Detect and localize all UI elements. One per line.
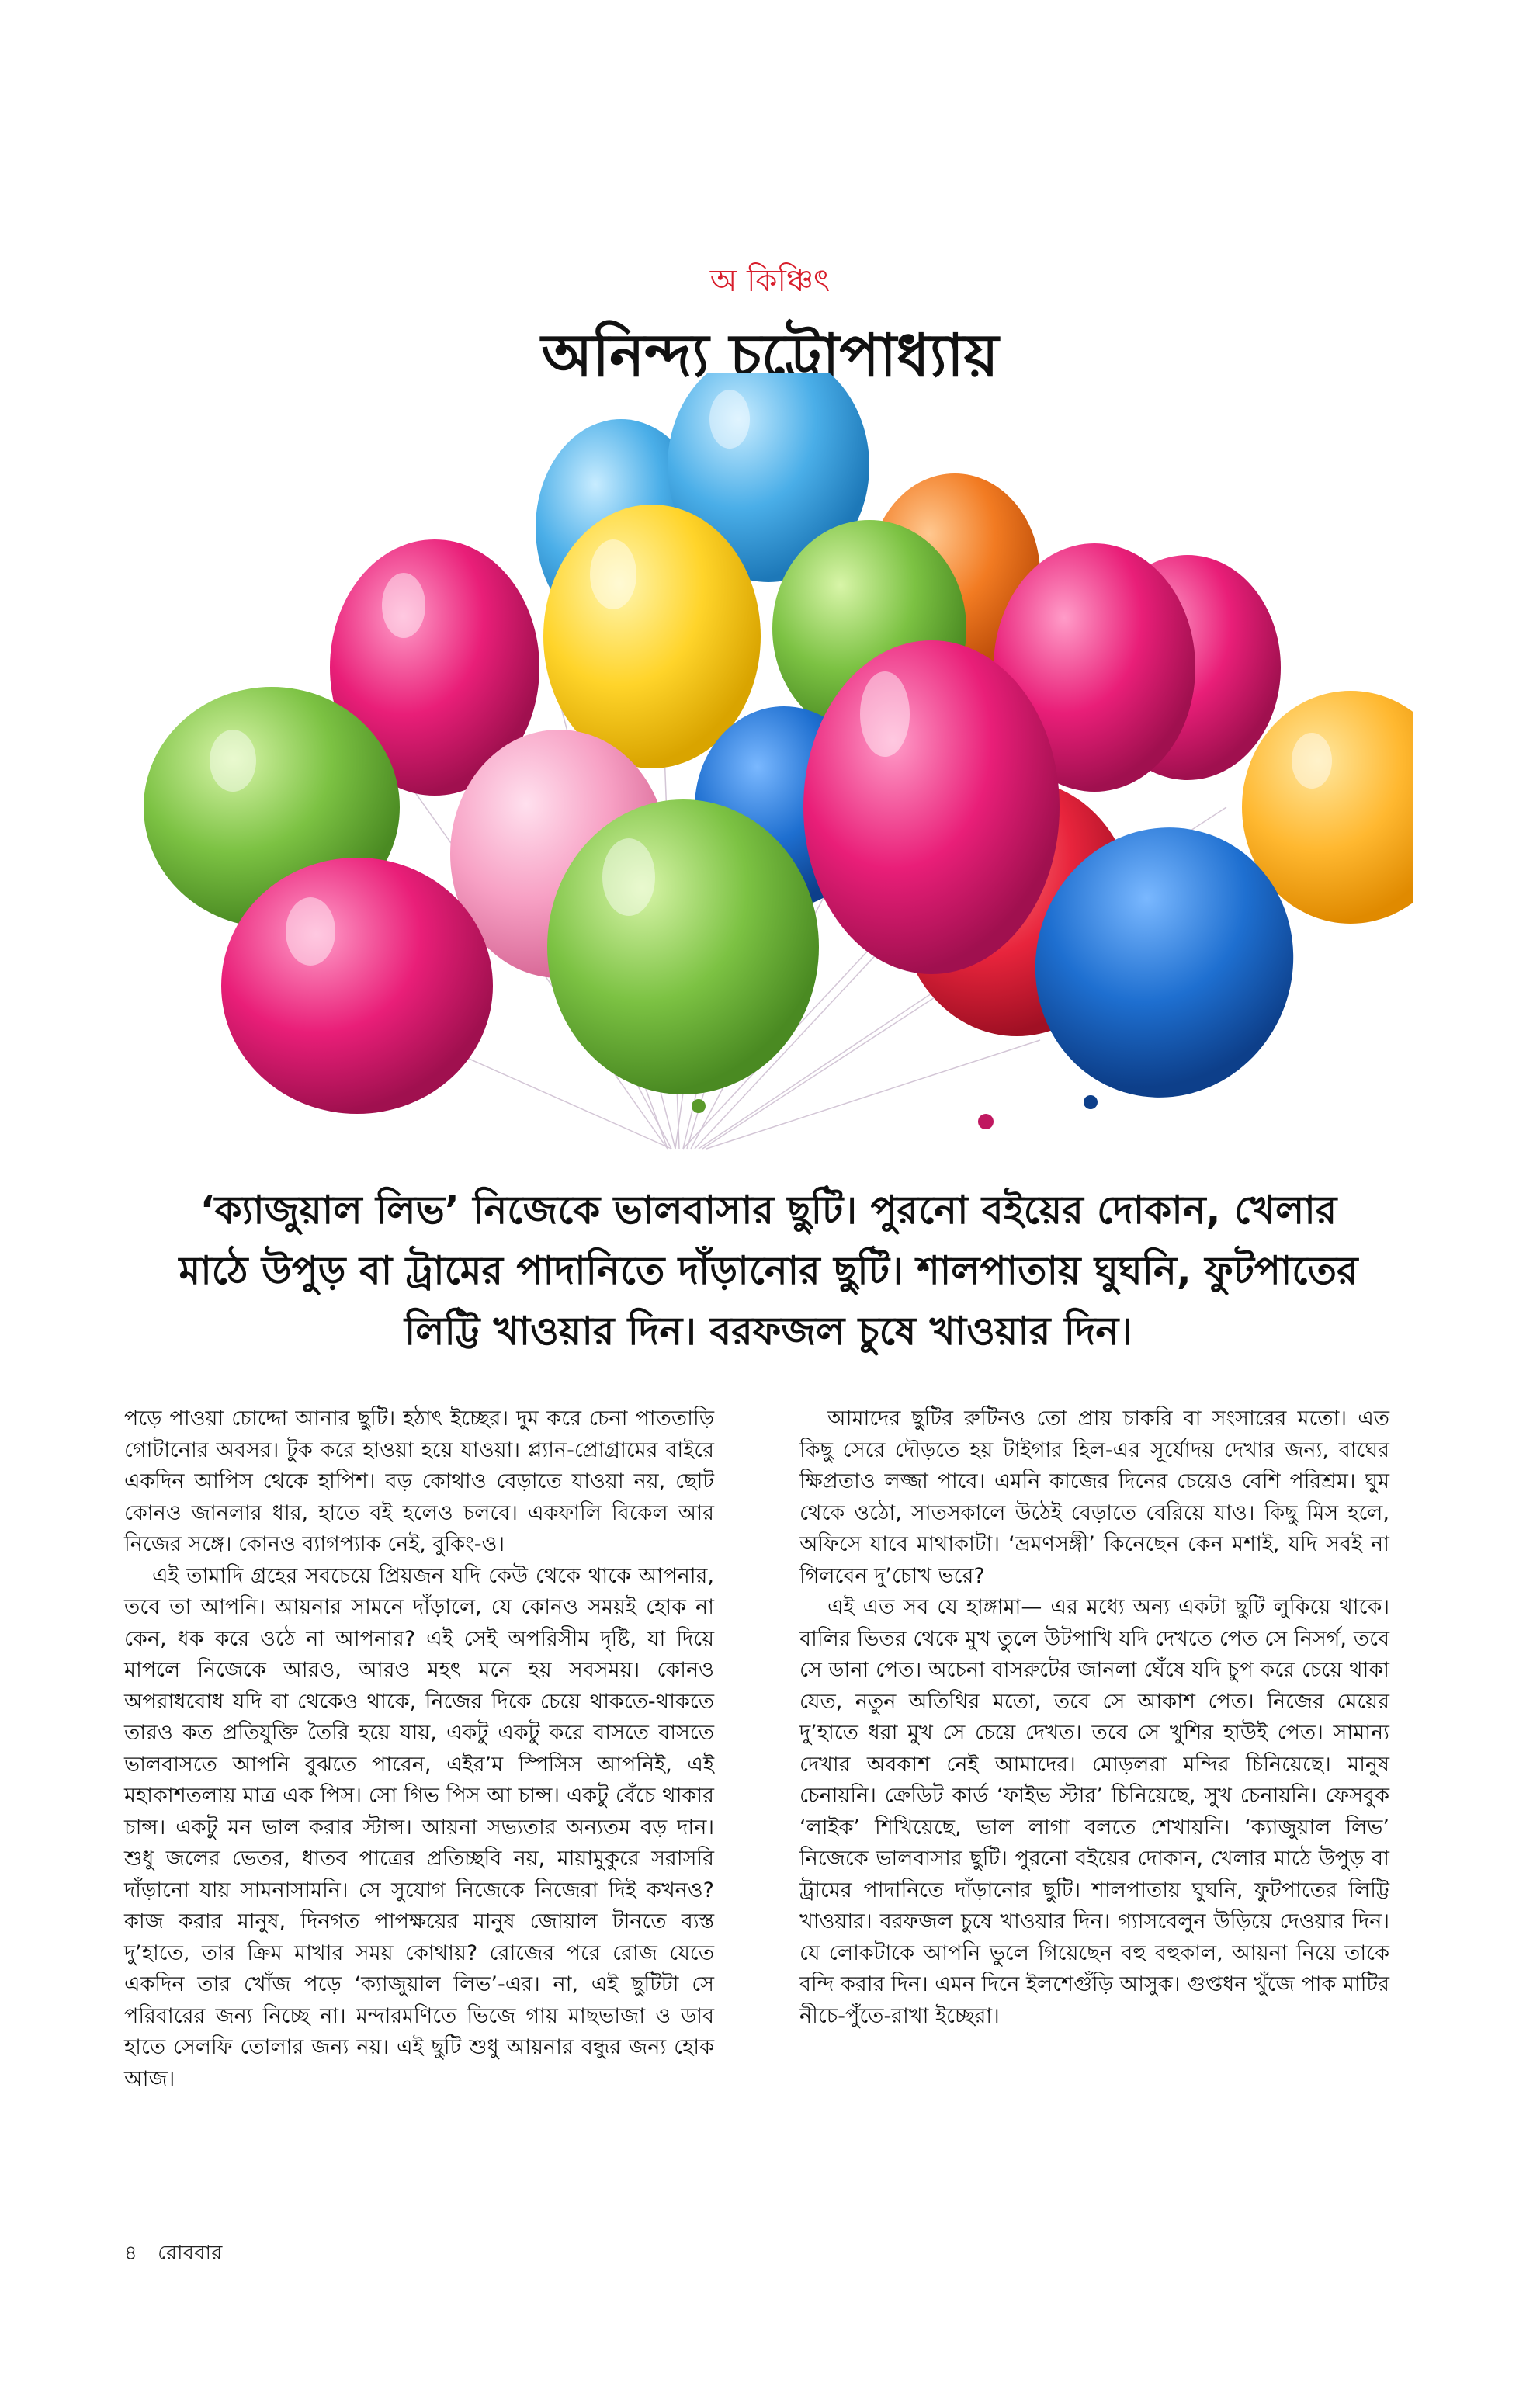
author-name: অনিন্দ্য চট্টোপাধ্যায়: [541, 321, 999, 390]
balloons-illustration-icon: [124, 373, 1413, 1164]
pull-quote-line: মাঠে উপুড় বা ট্রামের পাদানিতে দাঁড়ানোর ছুটি। শালপাতায় ঘুঘনি, ফুটপাতের: [179, 1248, 1358, 1293]
body-paragraph: আমাদের ছুটির রুটিনও তো প্রায় চাকরি বা সংসারের মতো। এত কিছু সেরে দৌড়তে হয় টাইগার হিল-এর সূর্যোদয় দেখার জন্য, বাঘের ক্ষিপ্রতাও লজ্জা পাবে। এমনি কাজের দিনের চেয়েও বেশি পরিশ্রম। ঘুম থেকে ওঠো, সাতসকালে উঠেই বেড়াতে বেরিয়ে যাও। কিছু মিস হলে, অফিসে যাবে মাথাকাটা। ‘ভ্রমণসঙ্গী’ কিনেছেন কেন মশাই, যদি সবই না গিলবেন দু’চোখ ভরে?: [799, 1406, 1389, 1588]
section-kicker: অ কিঞ্চিৎ: [709, 263, 831, 299]
page-number: ৪: [124, 2242, 137, 2265]
publication-name: রোববার: [158, 2242, 223, 2265]
pull-quote-line: লিট্টি খাওয়ার দিন। বরফজল চুষে খাওয়ার দিন।: [404, 1309, 1133, 1354]
body-column-right: [799, 1403, 1389, 2032]
body-column-left: [124, 1403, 714, 2095]
body-paragraph: পড়ে পাওয়া চোদ্দো আনার ছুটি। হঠাৎ ইচ্ছের। দুম করে চেনা পাততাড়ি গোটানোর অবসর। টুক করে হাওয়া হয়ে যাওয়া। প্ল্যান-প্রোগ্রামের বাইরে একদিন আপিস থেকে হাপিশ। বড় কোথাও বেড়াতে যাওয়া নয়, ছোট কোনও জানলার ধার, হাতে বই হলেও চলবে। একফালি বিকেল আর নিজের সঙ্গে। কোনও ব্যাগপ্যাক নেই, বুকিং-ও।: [124, 1406, 714, 1556]
pull-quote: [132, 1180, 1405, 1361]
page-footer: [124, 2237, 222, 2271]
body-paragraph: এই এত সব যে হাঙ্গামা— এর মধ্যে অন্য একটা ছুটি লুকিয়ে থাকে। বালির ভিতর থেকে মুখ তুলে উটপাখি যদি দেখতে পেত সে নিসর্গ, তবে সে ডানা পেত। অচেনা বাসরুটের জানলা ঘেঁষে যদি চুপ করে চেয়ে থাকা যেত, নতুন অতিথির মতো, তবে সে আকাশ পেত। নিজের মেয়ের দু’হাতে ধরা মুখ সে চেয়ে দেখত। তবে সে খুশির হাউই পেত। সামান্য দেখার অবকাশ নেই আমাদের। মোড়লরা মন্দির চিনিয়েছে। মানুষ চেনায়নি। ক্রেডিট কার্ড ‘ফাইভ স্টার’ চিনিয়েছে, সুখ চেনায়নি। ফেসবুক ‘লাইক’ শিখিয়েছে, ভাল লাগা বলতে শেখায়নি। ‘ক্যাজুয়াল লিভ’ নিজেকে ভালবাসার ছুটি। পুরনো বইয়ের দোকান, খেলার মাঠে উপুড় বা ট্রামের পাদানিতে দাঁড়ানোর ছুটি। শালপাতায় ঘুঘনি, ফুটপাতের লিট্টি খাওয়ার। বরফজল চুষে খাওয়ার দিন। গ্যাসবেলুন উড়িয়ে দেওয়ার দিন। যে লোকটাকে আপনি ভুলে গিয়েছেন বহু বহুকাল, আয়না নিয়ে তাকে বন্দি করার দিন। এমন দিনে ইলশেগুঁড়ি আসুক। গুপ্তধন খুঁজে পাক মাটির নীচে-পুঁতে-রাখা ইচ্ছেরা।: [799, 1595, 1389, 2028]
pull-quote-line: ‘ক্যাজুয়াল লিভ’ নিজেকে ভালবাসার ছুটি। পুরনো বইয়ের দোকান, খেলার: [199, 1188, 1337, 1233]
body-paragraph: এই তামাদি গ্রহের সবচেয়ে প্রিয়জন যদি কেউ থেকে থাকে আপনার, তবে তা আপনি। আয়নার সামনে দাঁড়ালে, যে কোনও সময়ই হোক না কেন, ধক করে ওঠে না আপনার? এই সেই অপরিসীম দৃষ্টি, যা দিয়ে মাপলে নিজেকে আরও, আরও মহৎ মনে হয় সবসময়। কোনও অপরাধবোধ যদি বা থেকেও থাকে, নিজের দিকে চেয়ে থাকতে-থাকতে তারও কত প্রতিযুক্তি তৈরি হয়ে যায়, একটু একটু করে বাসতে বাসতে ভালবাসতে আপনি বুঝতে পারেন, এইর’ম স্পিসিস আপনিই, এই মহাকাশতলায় মাত্র এক পিস। সো গিভ পিস আ চান্স। একটু বেঁচে থাকার চান্স। একটু মন ভাল করার স্টান্স। আয়না সভ্যতার অন্যতম বড় দান। শুধু জলের ভেতর, ধাতব পাত্রের প্রতিচ্ছবি নয়, মায়ামুকুরে সরাসরি দাঁড়ানো যায় সামনাসামনি। সে সুযোগ নিজেকে নিজেরা দিই কখনও? কাজ করার মানুষ, দিনগত পাপক্ষয়ের মানুষ জোয়াল টানতে ব্যস্ত দু’হাতে, তার ক্রিম মাখার সময় কোথায়? রোজের পরে রোজ যেতে একদিন তার খোঁজ পড়ে ‘ক্যাজুয়াল লিভ’-এর। না, এই ছুটিটা সে পরিবারের জন্য নিচ্ছে না। মন্দারমণিতে ভিজে গায় মাছভাজা ও ডাব হাতে সেলফি তোলার জন্য নয়। এই ছুটি শুধু আয়নার বন্ধুর জন্য হোক আজ।: [124, 1563, 714, 2091]
